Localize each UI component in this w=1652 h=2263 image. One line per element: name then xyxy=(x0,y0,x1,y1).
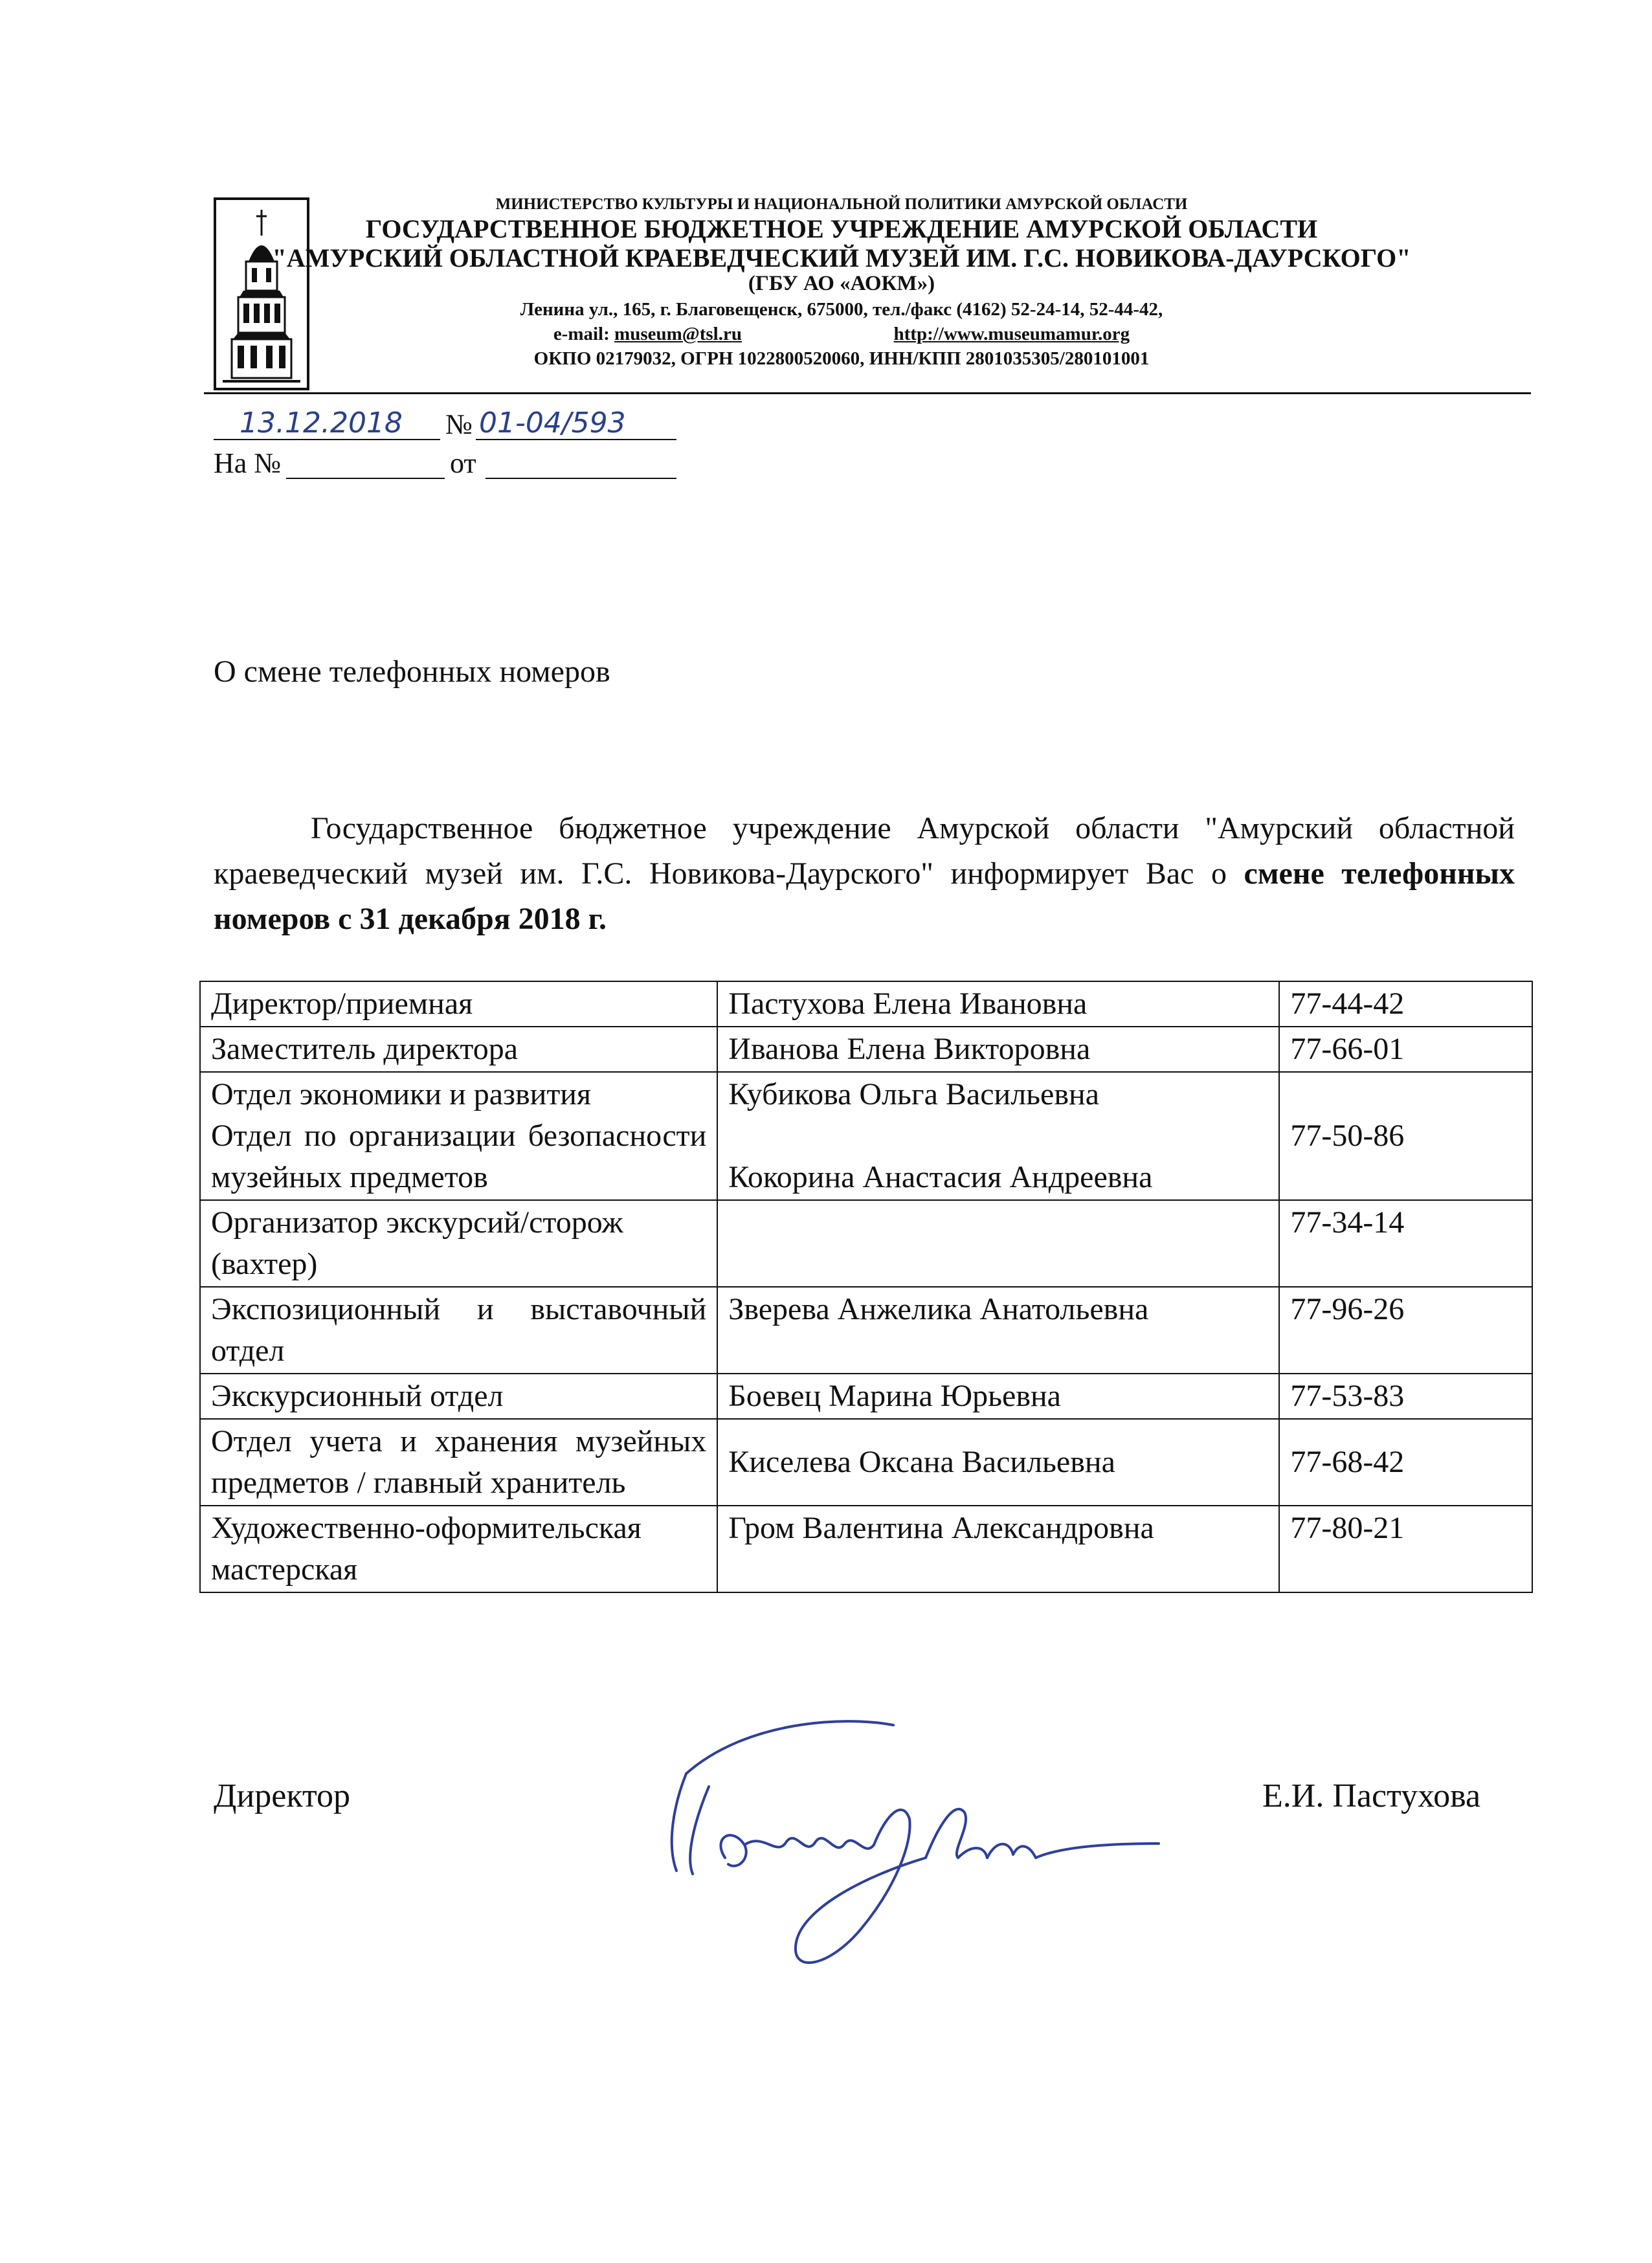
handwritten-signature-icon xyxy=(647,1696,1165,1981)
department-cell: Экспозиционный и выставочный отдел xyxy=(200,1287,717,1374)
org-short-name: (ГБУ АО «АОКМ») xyxy=(748,272,935,295)
email-label: e-mail: xyxy=(553,324,610,344)
phone-cell xyxy=(1279,1072,1532,1200)
employee-cell: Зверева Анжелика Анатольевна xyxy=(717,1287,1279,1374)
signatory-title: Директор xyxy=(214,1778,350,1814)
table-row xyxy=(200,1200,1532,1287)
table-row xyxy=(200,1072,1532,1200)
number-label: № xyxy=(445,408,473,440)
phone-cell: 77-68-42 xyxy=(1279,1419,1532,1506)
outgoing-reference xyxy=(214,408,680,444)
number-value: 01-04/593 xyxy=(479,407,626,440)
reply-label: На № xyxy=(214,447,282,479)
phone-cell: 77-34-14 xyxy=(1279,1200,1532,1287)
letterhead-divider xyxy=(204,392,1531,394)
website-link[interactable]: http://www.museumamur.org xyxy=(893,324,1130,344)
incoming-reference xyxy=(214,447,680,483)
phone-cell: 77-53-83 xyxy=(1279,1374,1532,1419)
department-name: Отдел по организации безопасности музейных предметов xyxy=(211,1119,707,1194)
employee-name: Кокорина Анастасия Андреевна xyxy=(728,1160,1153,1194)
table-row xyxy=(200,1374,1532,1419)
org-address: Ленина ул., 165, г. Благовещенск, 675000, тел./факс (4162) 52-24-14, 52-44-42, xyxy=(520,299,1163,320)
department-cell: Художественно-оформительская мастерская xyxy=(200,1506,717,1592)
signatory-name: Е.И. Пастухова xyxy=(1262,1778,1481,1814)
employee-cell: Иванова Елена Викторовна xyxy=(717,1027,1279,1072)
department-name: Отдел экономики и развития xyxy=(211,1077,592,1111)
employee-cell: Киселева Оксана Васильевна xyxy=(717,1419,1279,1506)
department-cell: Заместитель директора xyxy=(200,1027,717,1072)
employee-cell xyxy=(717,1072,1279,1200)
phone-cell: 77-80-21 xyxy=(1279,1506,1532,1592)
employee-cell: Пастухова Елена Ивановна xyxy=(717,981,1279,1027)
org-registry: ОКПО 02179032, ОГРН 1022800520060, ИНН/КПП 2801035305/280101001 xyxy=(533,348,1150,369)
employee-cell xyxy=(717,1200,1279,1287)
email-link[interactable]: museum@tsl.ru xyxy=(614,324,742,344)
org-name-line1: ГОСУДАРСТВЕННОЕ БЮДЖЕТНОЕ УЧРЕЖДЕНИЕ АМУРСКОЙ ОБЛАСТИ xyxy=(365,214,1318,243)
intro-bold-text: смене телефонных номеров с 31 декабря 2018 г. xyxy=(214,856,1515,936)
phone-number: 77-50-86 xyxy=(1290,1119,1405,1153)
number-field xyxy=(476,407,676,440)
org-name-line2: "АМУРСКИЙ ОБЛАСТНОЙ КРАЕВЕДЧЕСКИЙ МУЗЕЙ ИМ. Г.С. НОВИКОВА-ДАУРСКОГО" xyxy=(272,243,1411,273)
date-value: 13.12.2018 xyxy=(240,407,403,440)
employee-cell: Боевец Марина Юрьевна xyxy=(717,1374,1279,1419)
phone-table xyxy=(199,981,1533,1593)
department-cell: Директор/приемная xyxy=(200,981,717,1027)
date-field xyxy=(214,407,440,440)
from-label: от xyxy=(450,447,476,479)
table-row xyxy=(200,1027,1532,1072)
employee-name: Кубикова Ольга Васильевна xyxy=(728,1077,1100,1111)
phone-cell: 77-44-42 xyxy=(1279,981,1532,1027)
table-row xyxy=(200,1287,1532,1374)
reply-date-field xyxy=(486,449,676,479)
table-row xyxy=(200,1419,1532,1506)
intro-paragraph xyxy=(214,806,1515,942)
letter-subject: О смене телефонных номеров xyxy=(214,654,610,689)
org-contacts xyxy=(259,324,1424,345)
department-cell: Организатор экскурсий/сторож (вахтер) xyxy=(200,1200,717,1287)
employee-cell: Гром Валентина Александровна xyxy=(717,1506,1279,1592)
department-cell: Отдел учета и хранения музейных предметов / главный хранитель xyxy=(200,1419,717,1506)
ministry-name: МИНИСТЕРСТВО КУЛЬТУРЫ И НАЦИОНАЛЬНОЙ ПОЛИТИКИ АМУРСКОЙ ОБЛАСТИ xyxy=(495,195,1188,213)
department-cell xyxy=(200,1072,717,1200)
department-cell: Экскурсионный отдел xyxy=(200,1374,717,1419)
table-row xyxy=(200,981,1532,1027)
intro-text: Государственное бюджетное учреждение Амурской области "Амурский областной краеведческий музей им. Г.С. Новикова-Даурского" информирует Вас о xyxy=(214,811,1515,891)
phone-cell: 77-66-01 xyxy=(1279,1027,1532,1072)
table-row xyxy=(200,1506,1532,1592)
phone-cell: 77-96-26 xyxy=(1279,1287,1532,1374)
reply-number-field xyxy=(286,449,445,479)
